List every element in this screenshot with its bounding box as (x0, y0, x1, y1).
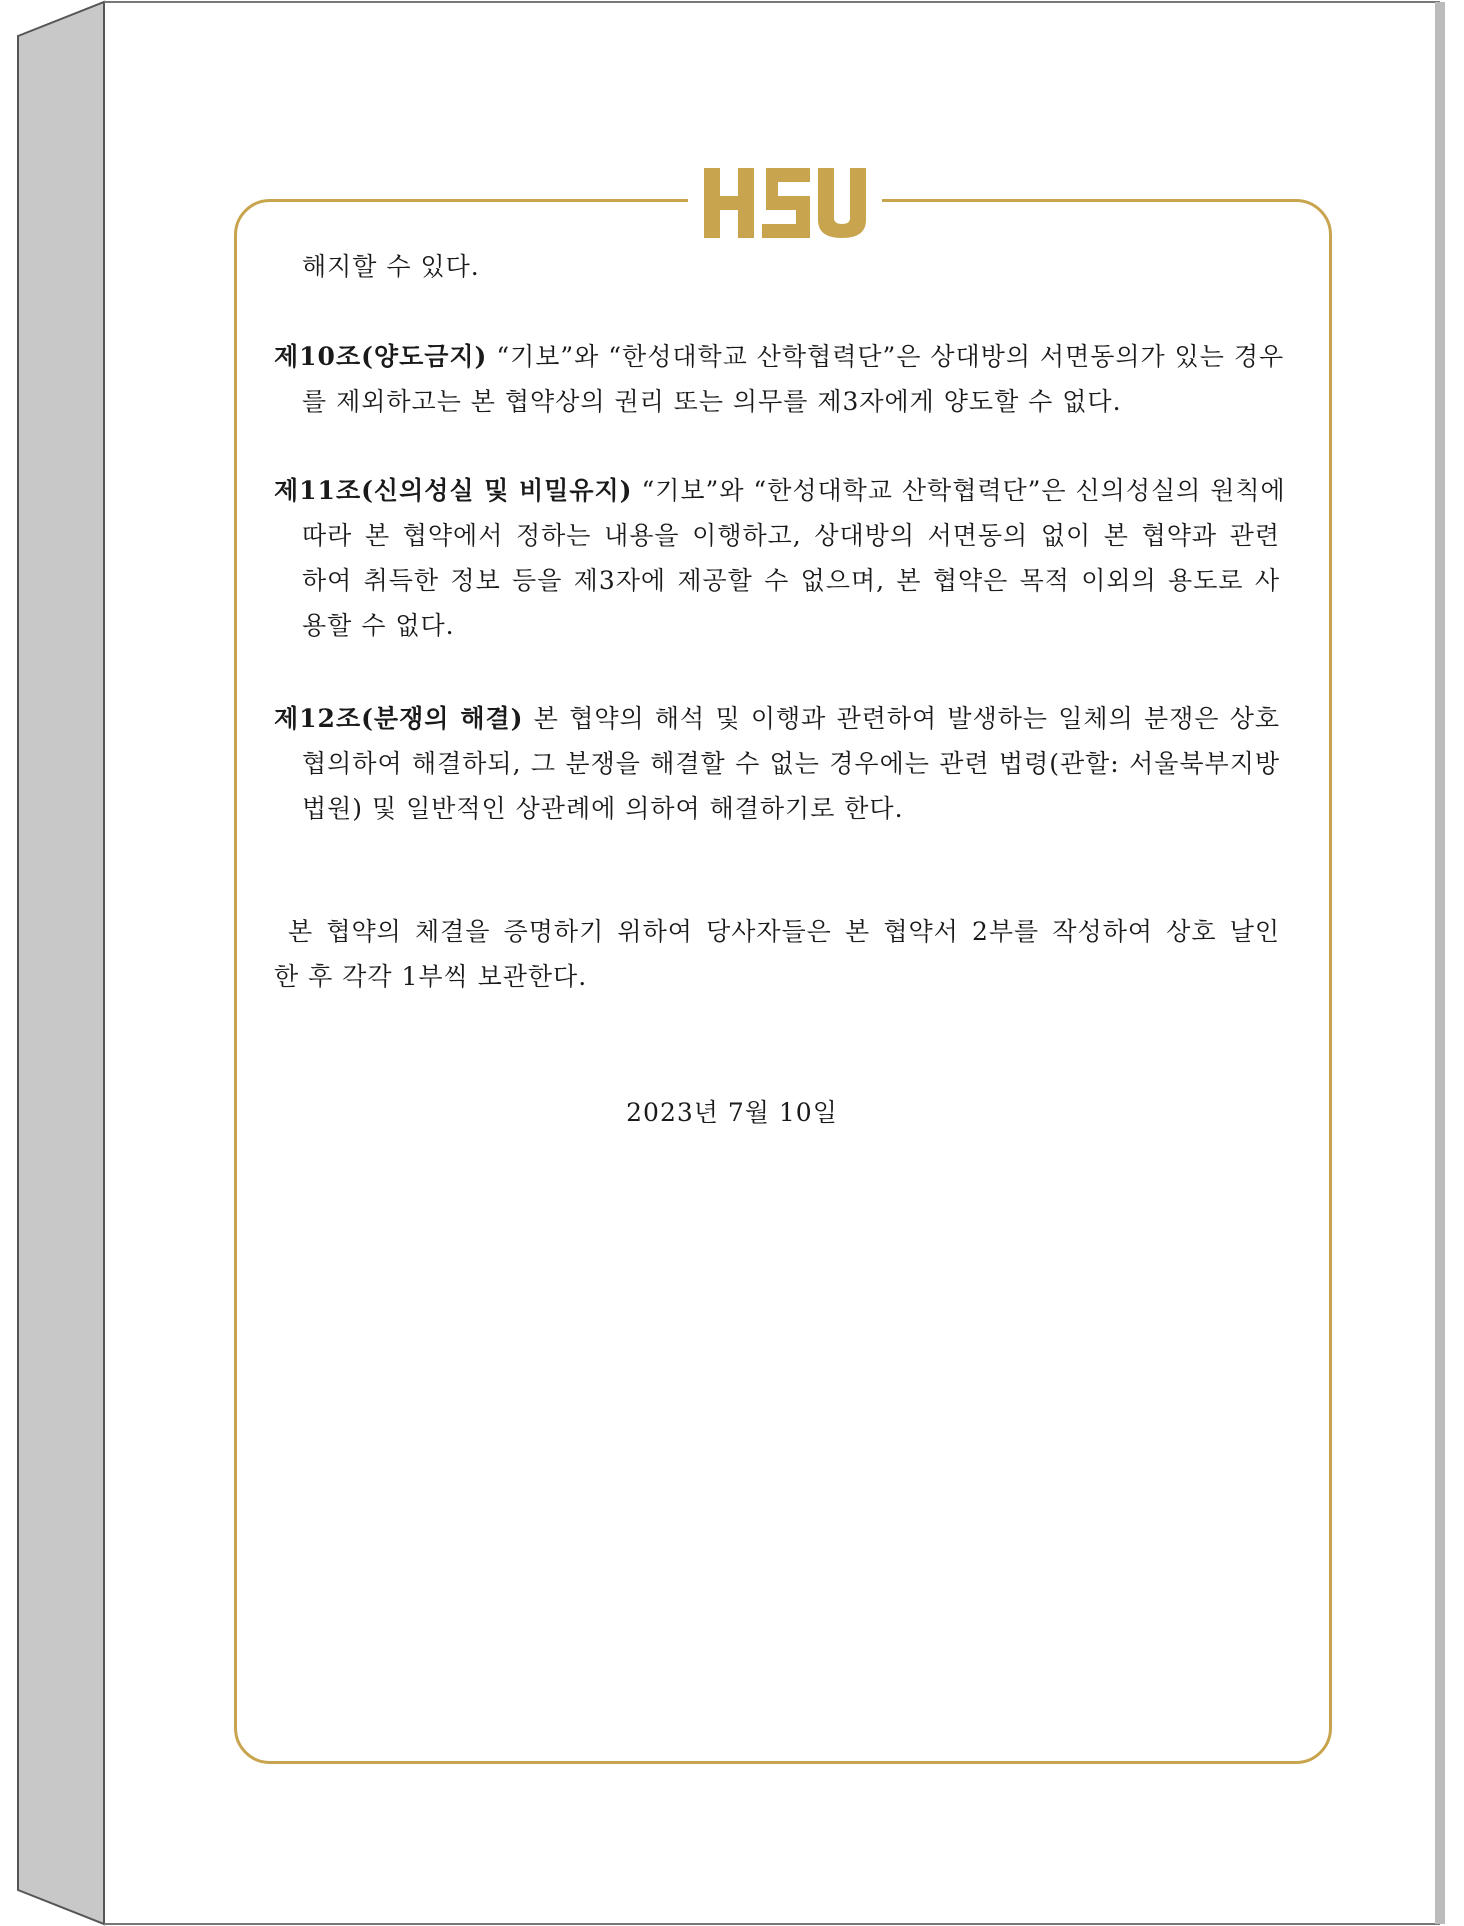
article-10-line-1 (274, 337, 1285, 373)
article-11-line-4: 용할 수 없다. (302, 611, 455, 640)
article-12-text-1: 본 협약의 해석 및 이행과 관련하여 발생하는 일체의 분쟁은 상호 (533, 704, 1280, 733)
hsu-logo (700, 162, 872, 244)
continuation-line: 해지할 수 있다. (302, 252, 480, 281)
article-10-text-1: “기보”와 “한성대학교 산학협력단”은 상대방의 서면동의가 있는 경우 (496, 342, 1285, 371)
closing-line-2: 한 후 각각 1부씩 보관한다. (274, 962, 588, 991)
article-11-line-2: 따라 본 협약에서 정하는 내용을 이행하고, 상대방의 서면동의 없이 본 협약과 관련 (302, 521, 1280, 550)
article-11-heading: 제11조(신의성실 및 비밀유지) (274, 476, 633, 505)
article-12-line-1 (274, 699, 1280, 735)
article-12-line-3: 법원) 및 일반적인 상관례에 의하여 해결하기로 한다. (302, 794, 904, 823)
agreement-date: 2023년 7월 10일 (626, 1098, 838, 1127)
article-10-heading: 제10조(양도금지) (274, 342, 488, 371)
article-12-heading: 제12조(분쟁의 해결) (274, 704, 524, 733)
article-11-line-3: 하여 취득한 정보 등을 제3자에 제공할 수 없으며, 본 협약은 목적 이외의 용도로 사 (302, 566, 1280, 595)
article-11-text-1: “기보”와 “한성대학교 산학협력단”은 신의성실의 원칙에 (641, 476, 1286, 505)
article-12-line-2: 협의하여 해결하되, 그 분쟁을 해결할 수 없는 경우에는 관련 법령(관할: 서울북부지방 (302, 749, 1280, 778)
closing-line-1: 본 협약의 체결을 증명하기 위하여 당사자들은 본 협약서 2부를 작성하여 상호 날인 (288, 917, 1280, 946)
book-spine (18, 2, 104, 1924)
article-10-line-2: 를 제외하고는 본 협약상의 권리 또는 의무를 제3자에게 양도할 수 없다. (302, 387, 1122, 416)
article-11-line-1 (274, 471, 1286, 507)
